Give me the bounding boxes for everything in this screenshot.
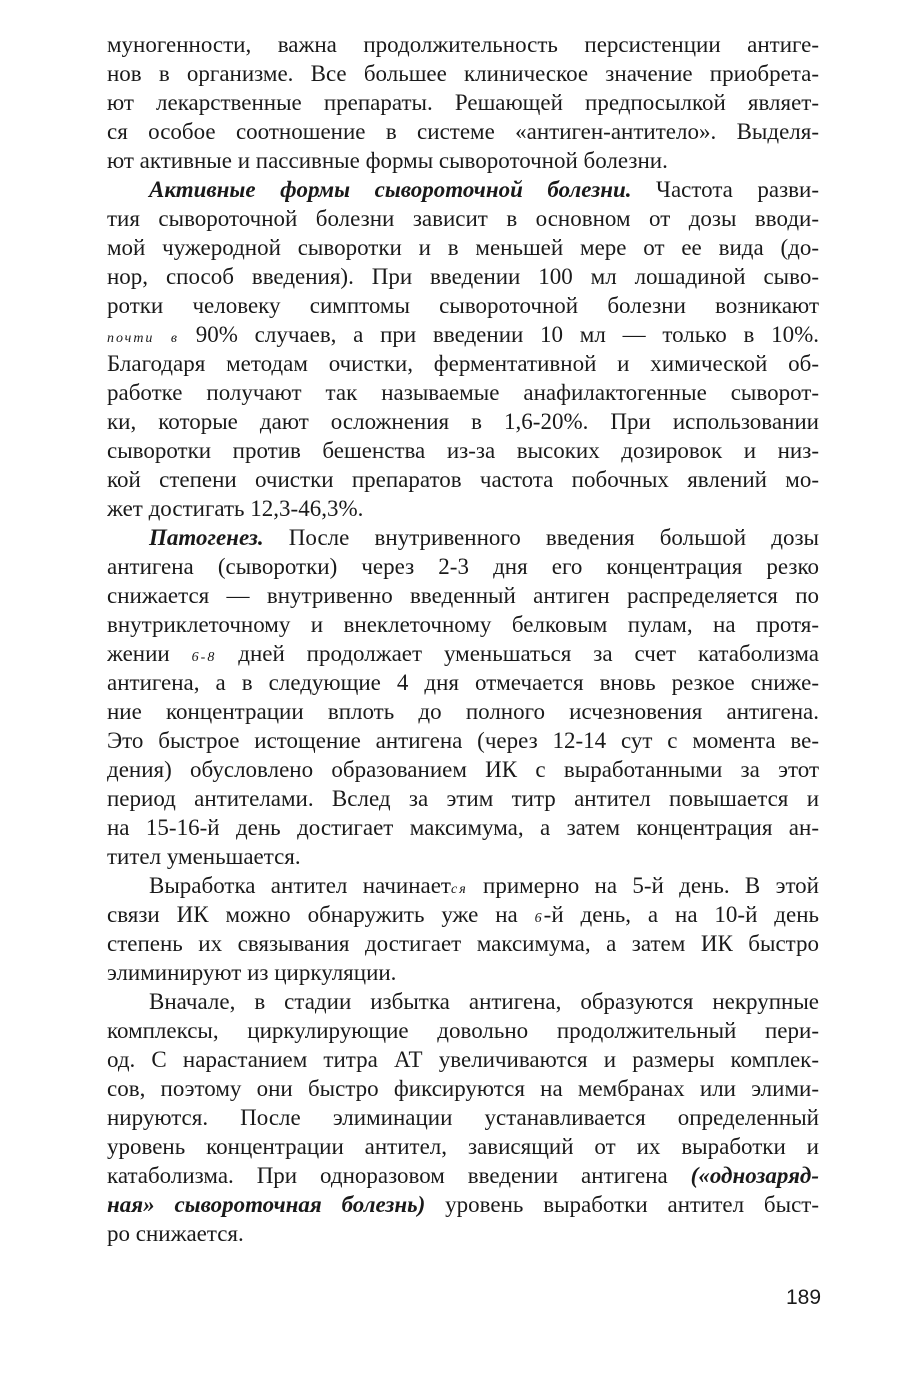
text-span: связи ИК можно обнаружить уже на	[107, 902, 518, 927]
text-line: кой степени очистки препаратов частота побочных явлений мо-	[107, 467, 819, 492]
text-line: мой чужеродной сыворотки и в меньшей мере от ее вида (до-	[107, 235, 819, 260]
text-line: комплексы, циркулирующие довольно продолжительный пери-	[107, 1018, 819, 1043]
text-line: жет достигать 12,3-46,3%.	[107, 496, 364, 521]
text-line	[107, 639, 819, 668]
text-span-small: ся	[450, 882, 468, 897]
text-line: ют лекарственные препараты. Решающей предпосылкой являет-	[107, 90, 819, 115]
text-span: После внутривенного введения большой дозы	[288, 525, 819, 550]
text-span: Частота разви-	[656, 177, 819, 202]
text-span: -й день, а на 10-й день	[543, 902, 819, 927]
text-line: Благодаря методам очистки, ферментативной и химической об-	[107, 351, 819, 376]
text-line: работке получают так называемые анафилактогенные сыворот-	[107, 380, 819, 405]
text-line: тител уменьшается.	[107, 844, 301, 869]
paragraph-3	[107, 523, 819, 871]
text-span: жении	[107, 641, 170, 666]
text-line	[107, 1190, 819, 1219]
text-span-emphasis: ная» сывороточная болезнь)	[107, 1192, 426, 1217]
text-line: уровень концентрации антител, зависящий от их выработки и	[107, 1134, 819, 1159]
text-line: Вначале, в стадии избытка антигена, образуются некрупные	[149, 989, 819, 1014]
text-line	[107, 1161, 819, 1190]
text-line: нор, способ введения). При введении 100 мл лошадиной сыво-	[107, 264, 819, 289]
text-line: ки, которые дают осложнения в 1,6-20%. При использовании	[107, 409, 819, 434]
text-line: сыворотки против бешенства из-за высоких дозировок и низ-	[107, 438, 819, 463]
text-line: период антителами. Вслед за этим титр антител повышается и	[107, 786, 819, 811]
text-line: элиминируют из циркуляции.	[107, 960, 397, 985]
text-line	[107, 523, 819, 552]
paragraph-5	[107, 987, 819, 1248]
text-line: тия сывороточной болезни зависит в основном от дозы вводи-	[107, 206, 819, 231]
page-number: 189	[786, 1286, 822, 1309]
text-line: нируются. После элиминации устанавливается определенный	[107, 1105, 819, 1130]
text-line: антигена (сыворотки) через 2-3 дня его концентрация резко	[107, 554, 819, 579]
text-line: внутриклеточному и внеклеточному белковым пулам, на протя-	[107, 612, 819, 637]
text-line: антигена, а в следующие 4 дня отмечается вновь резкое сниже-	[107, 670, 819, 695]
text-line: од. С нарастанием титра АТ увеличиваются и размеры комплек-	[107, 1047, 819, 1072]
text-span: дней продолжает уменьшаться за счет катаболизма	[238, 641, 819, 666]
text-line: ротки человеку симптомы сывороточной болезни возникают	[107, 293, 819, 318]
page-body	[107, 30, 819, 1248]
text-line: степень их связывания достигает максимума, а затем ИК быстро	[107, 931, 819, 956]
text-line: Это быстрое истощение антигена (через 12-14 сут с момента ве-	[107, 728, 819, 753]
section-heading-active-forms: Активные формы сывороточной болезни.	[149, 177, 632, 202]
text-line: ся особое соотношение в системе «антиген-антитело». Выделя-	[107, 119, 819, 144]
text-line: ют активные и пассивные формы сывороточной болезни.	[107, 148, 668, 173]
text-span-small: 6	[534, 911, 544, 926]
text-span: примерно на 5-й день. В этой	[483, 873, 819, 898]
text-span: 90% случаев, а при введении 10 мл — только в 10%.	[195, 322, 819, 347]
text-line	[107, 320, 819, 349]
text-span: уровень выработки антител быст-	[445, 1192, 819, 1217]
text-line: дения) обусловлено образованием ИК с выработанными за этот	[107, 757, 819, 782]
text-line: нов в организме. Все большее клиническое значение приобрета-	[107, 61, 819, 86]
text-line	[107, 900, 819, 929]
text-span: катаболизма. При одноразовом введении антигена	[107, 1163, 668, 1188]
text-span-emphasis: («однозаряд-	[690, 1163, 819, 1188]
paragraph-1	[107, 30, 819, 175]
text-line: сов, поэтому они быстро фиксируются на мембранах или элими-	[107, 1076, 819, 1101]
paragraph-4	[107, 871, 819, 987]
text-line: муногенности, важна продолжительность персистенции антиге-	[107, 32, 819, 57]
text-span-small: 6-8	[191, 650, 217, 665]
text-line: снижается — внутривенно введенный антиген распределяется по	[107, 583, 819, 608]
text-line: на 15-16-й день достигает максимума, а затем концентрация ан-	[107, 815, 819, 840]
text-line: ние концентрации вплоть до полного исчезновения антигена.	[107, 699, 819, 724]
text-line	[107, 175, 819, 204]
text-span: Выработка антител начинает	[149, 873, 451, 898]
text-line: ро снижается.	[107, 1221, 244, 1246]
section-heading-pathogenesis: Патогенез.	[149, 525, 264, 550]
paragraph-2	[107, 175, 819, 523]
text-line	[107, 871, 819, 900]
text-span-small: почти в	[107, 331, 179, 346]
